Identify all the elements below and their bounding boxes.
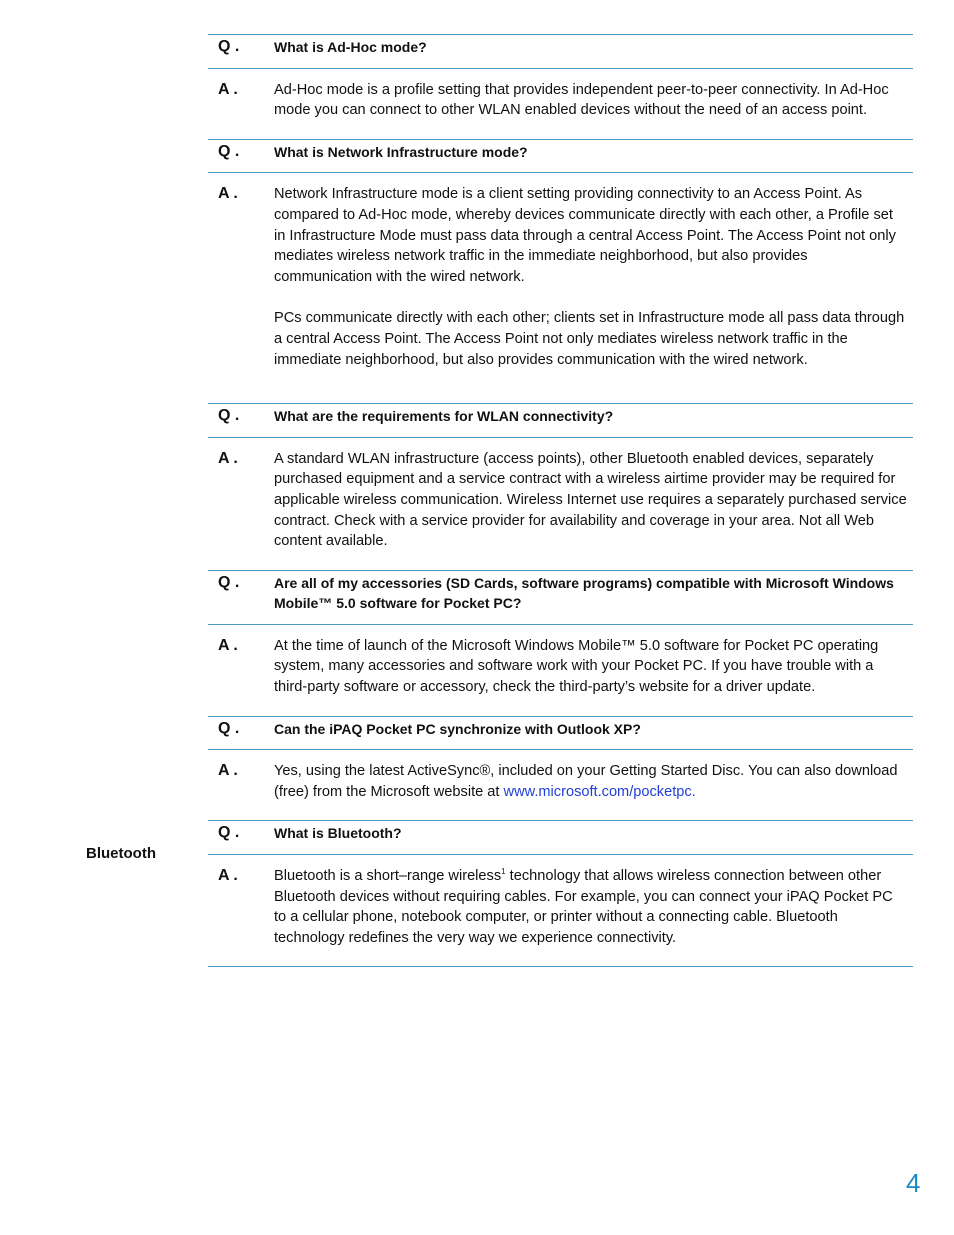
answer-part-1: Bluetooth is a short–range wireless <box>274 868 502 885</box>
faq-answer-row <box>208 437 913 570</box>
answer-paragraph <box>274 761 907 802</box>
page-number: 4 <box>906 1168 921 1198</box>
answer-marker: A . <box>218 80 238 98</box>
faq-question-row <box>208 716 913 750</box>
answer-prefix: Yes, using the latest ActiveSync®, included on your Getting Started Disc. You can also download (free) from the Microsoft website at <box>274 763 898 800</box>
answer-paragraph: Network Infrastructure mode is a client setting providing connectivity to an Access Point. As compared to Ad-Hoc mode, whereby devices communicate directly with each other, a Profile set in Infrastructure Mode must pass data through a central Access Point. The Access Point not only mediates wireless network traffic in the immediate neighborhood, but also provides communication with the wired network. <box>274 186 896 285</box>
question-text: Can the iPAQ Pocket PC synchronize with Outlook XP? <box>274 720 641 737</box>
answer-marker: A . <box>218 636 238 654</box>
answer-marker: A . <box>218 449 238 467</box>
faq-question-row <box>208 403 913 437</box>
footnote-marker: 1 <box>501 867 506 877</box>
question-marker: Q . <box>218 719 240 737</box>
question-text: What is Bluetooth? <box>274 825 402 842</box>
answer-paragraph: Ad-Hoc mode is a profile setting that provides independent peer-to-peer connectivity. In Ad-Hoc mode you can connect to other WLAN enabled devices without the need of an access point. <box>274 81 889 119</box>
faq-answer-row <box>208 172 913 403</box>
answer-paragraph <box>274 866 907 948</box>
answer-marker: A . <box>218 185 238 203</box>
question-marker: Q . <box>218 142 240 160</box>
answer-text <box>274 173 913 403</box>
answer-text <box>274 438 913 570</box>
answer-paragraph: A standard WLAN infrastructure (access points), other Bluetooth enabled devices, separately purchased equipment and a service contract with a wireless airtime provider may be required for applicable wireless communication. Wireless Internet use requires a separately purchased service contract. Check with a service provider for availability and coverage in your area. Not all Web content available. <box>274 450 907 550</box>
answer-paragraph: At the time of launch of the Microsoft Windows Mobile™ 5.0 software for Pocket PC operating system, many accessories and software work with your Pocket PC. If you have trouble with a third-party software or accessory, check the third-party’s website for a driver update. <box>274 637 879 696</box>
faq-answer-row <box>208 854 913 967</box>
answer-text <box>274 625 913 716</box>
faq-question-row <box>208 570 913 624</box>
faq-question-row <box>208 820 913 854</box>
faq-answer-row <box>208 749 913 820</box>
answer-paragraph: PCs communicate directly with each other; clients set in Infrastructure mode all pass data through a central Access Point. The Access Point not only mediates wireless network traffic in the immediate neighborhood, but also provides communication with the wired network. <box>274 310 905 368</box>
question-marker: Q . <box>218 573 240 591</box>
faq-question-row <box>208 139 913 173</box>
question-text: What is Network Infrastructure mode? <box>274 143 528 160</box>
faq-answer-row <box>208 624 913 716</box>
section-label-bluetooth: Bluetooth <box>86 845 156 862</box>
question-text: What is Ad-Hoc mode? <box>274 39 427 55</box>
answer-marker: A . <box>218 762 238 780</box>
answer-text <box>274 69 913 139</box>
question-marker: Q . <box>218 38 240 55</box>
faq-question-row <box>208 34 913 68</box>
answer-marker: A . <box>218 867 238 885</box>
question-text: Are all of my accessories (SD Cards, software programs) compatible with Microsoft Windows Mobile™ 5.0 software for Pocket PC? <box>274 574 894 612</box>
answer-part-2: technology that allows wireless connection between other Bluetooth devices without requiring cables. For example, you can connect your iPAQ Pocket PC to a cellular phone, notebook computer, or printer without a connecting cable. Bluetooth technology redefines the very way we experience connectivity. <box>274 868 893 946</box>
answer-text <box>274 855 913 966</box>
faq-answer-row <box>208 68 913 139</box>
faq-list <box>208 34 913 967</box>
question-text: What are the requirements for WLAN connectivity? <box>274 408 614 425</box>
question-marker: Q . <box>218 407 240 425</box>
microsoft-pocketpc-link[interactable]: www.microsoft.com/pocketpc. <box>503 783 696 800</box>
answer-text <box>274 750 913 820</box>
question-marker: Q . <box>218 824 240 842</box>
